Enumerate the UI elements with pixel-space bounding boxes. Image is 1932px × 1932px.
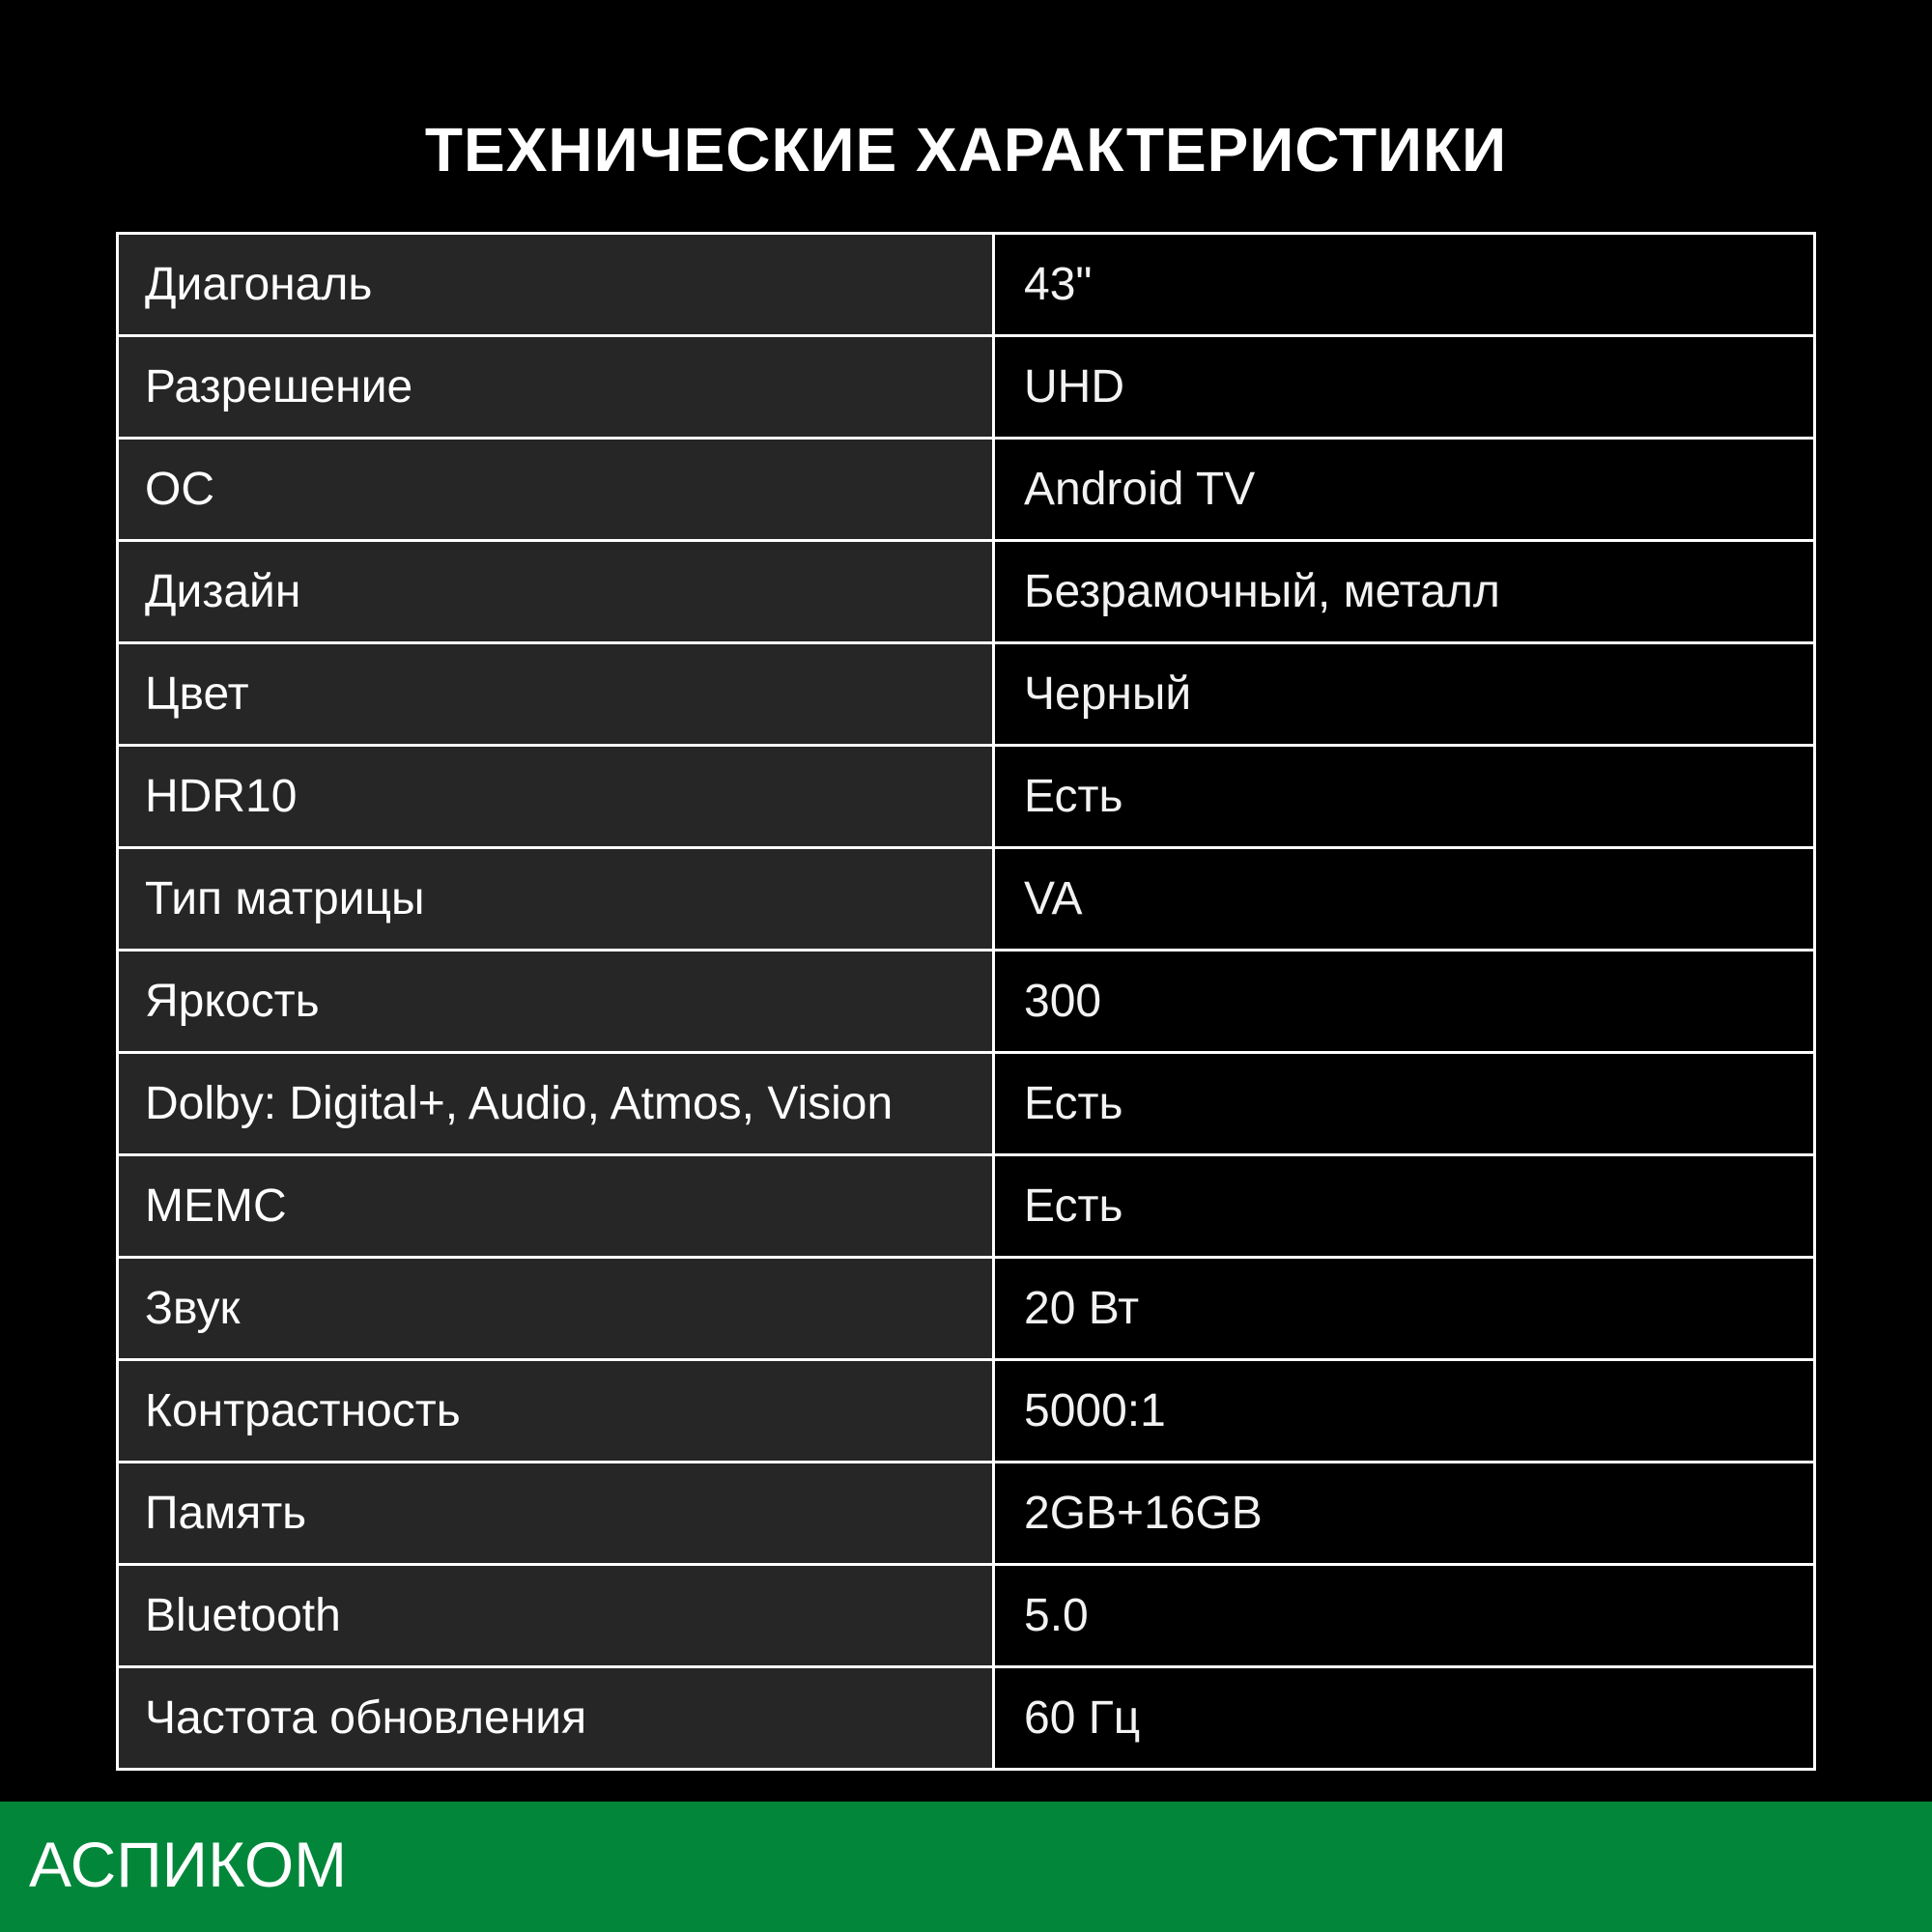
spec-value: VA (994, 848, 1815, 951)
brand-logo-text: АСПИКОМ (29, 1829, 348, 1900)
spec-label: Цвет (118, 643, 994, 746)
spec-label: Контрастность (118, 1360, 994, 1463)
table-row (118, 1565, 1815, 1667)
spec-value: 300 (994, 951, 1815, 1053)
spec-value: Есть (994, 1053, 1815, 1155)
spec-label: Частота обновления (118, 1667, 994, 1770)
spec-value: 60 Гц (994, 1667, 1815, 1770)
table-row (118, 234, 1815, 336)
spec-label: Диагональ (118, 234, 994, 336)
spec-value: Android TV (994, 439, 1815, 541)
spec-value: 2GB+16GB (994, 1463, 1815, 1565)
table-row (118, 1053, 1815, 1155)
spec-value: Безрамочный, металл (994, 541, 1815, 643)
table-row (118, 643, 1815, 746)
table-row (118, 951, 1815, 1053)
spec-value: 5.0 (994, 1565, 1815, 1667)
spec-value: 20 Вт (994, 1258, 1815, 1360)
spec-label: ОС (118, 439, 994, 541)
spec-value: 5000:1 (994, 1360, 1815, 1463)
table-row (118, 1667, 1815, 1770)
spec-label: Звук (118, 1258, 994, 1360)
spec-table-body (118, 234, 1815, 1770)
spec-value: Черный (994, 643, 1815, 746)
spec-label: HDR10 (118, 746, 994, 848)
spec-label: MEMC (118, 1155, 994, 1258)
table-row (118, 1258, 1815, 1360)
spec-label: Bluetooth (118, 1565, 994, 1667)
table-row (118, 1463, 1815, 1565)
table-row (118, 1360, 1815, 1463)
table-row (118, 848, 1815, 951)
spec-value: Есть (994, 746, 1815, 848)
spec-value: 43" (994, 234, 1815, 336)
spec-value: Есть (994, 1155, 1815, 1258)
table-row (118, 746, 1815, 848)
table-row (118, 1155, 1815, 1258)
table-row (118, 439, 1815, 541)
table-row (118, 541, 1815, 643)
spec-table (116, 232, 1816, 1771)
table-row (118, 336, 1815, 439)
spec-value: UHD (994, 336, 1815, 439)
spec-label: Яркость (118, 951, 994, 1053)
spec-label: Тип матрицы (118, 848, 994, 951)
spec-label: Дизайн (118, 541, 994, 643)
page-title: ТЕХНИЧЕСКИЕ ХАРАКТЕРИСТИКИ (424, 115, 1508, 185)
spec-label: Память (118, 1463, 994, 1565)
spec-label: Разрешение (118, 336, 994, 439)
spec-label: Dolby: Digital+, Audio, Atmos, Vision (118, 1053, 994, 1155)
